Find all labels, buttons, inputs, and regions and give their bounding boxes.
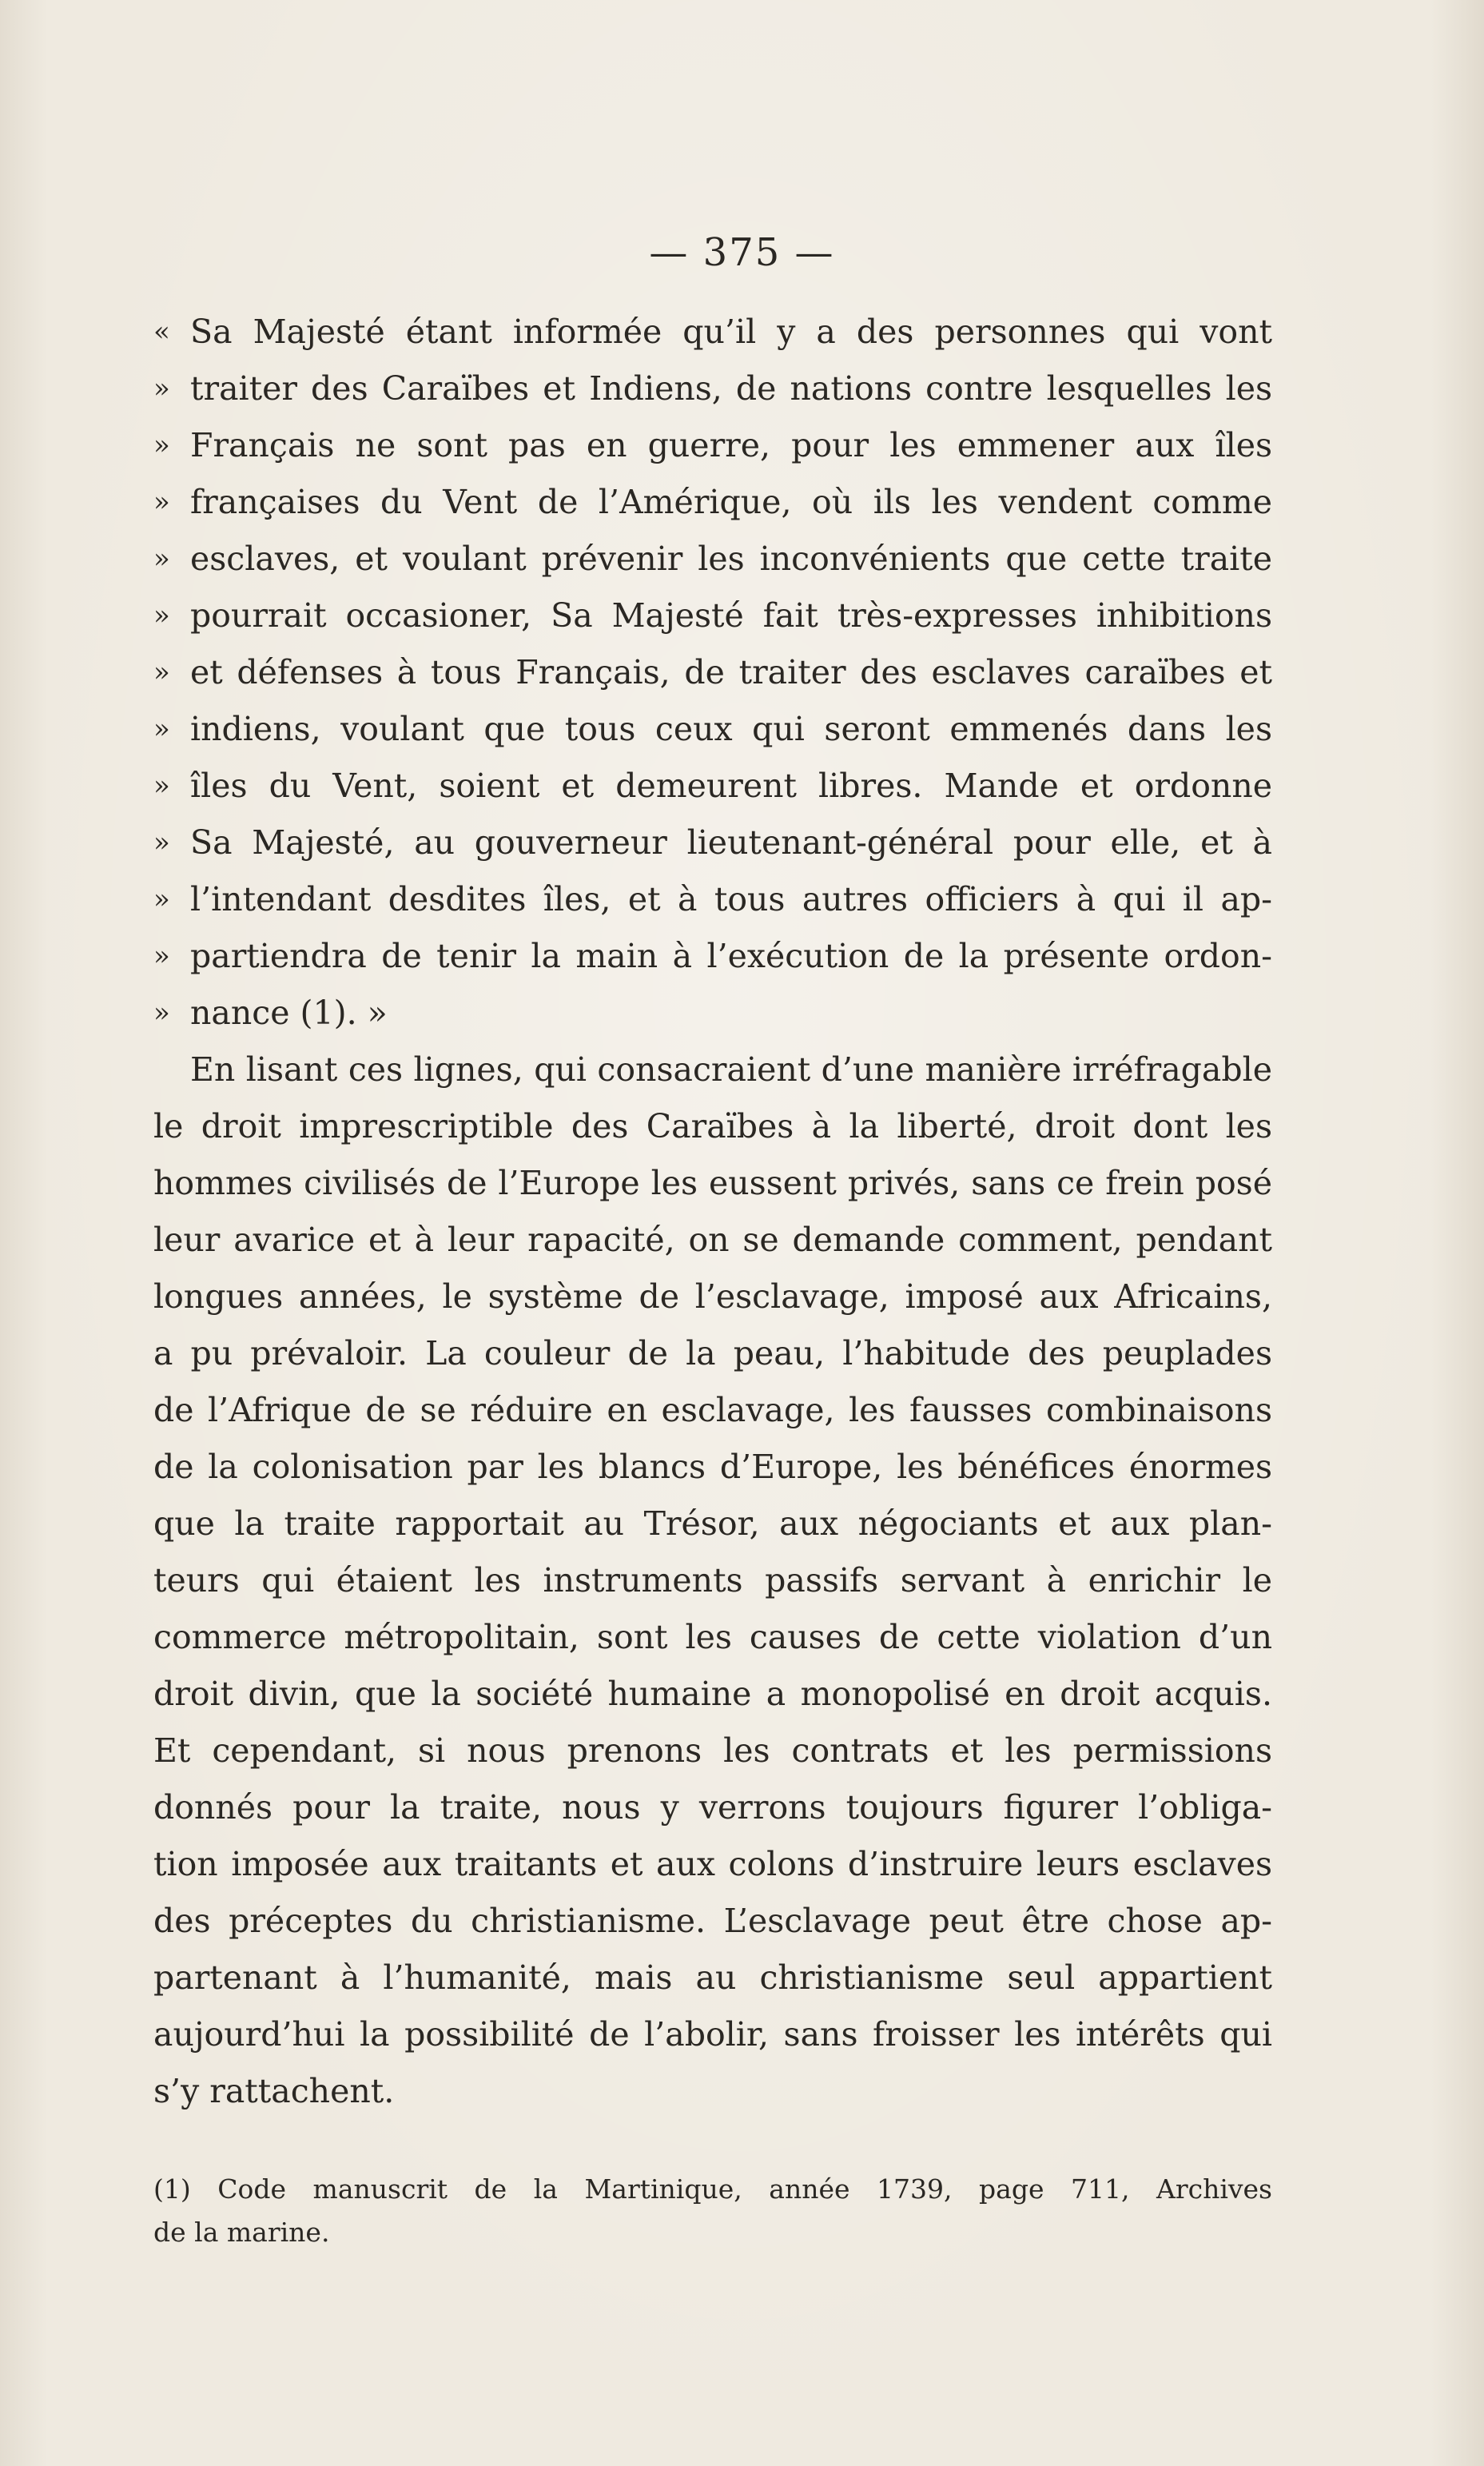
main-text <box>153 304 1272 2120</box>
quote-mark: » <box>153 997 170 1029</box>
quote-mark: » <box>153 770 170 802</box>
quote-mark: « <box>153 316 170 348</box>
body-line <box>153 1382 1272 1439</box>
body-line <box>153 1439 1272 1496</box>
body-line <box>153 2006 1272 2063</box>
body-line <box>153 1212 1272 1269</box>
quote-line <box>153 644 1272 701</box>
body-line-text: de l’Afrique de se réduire en esclavage, les fausses combinaisons <box>153 1391 1272 1429</box>
body-line <box>153 1950 1272 2006</box>
body-line-text: tion imposée aux traitants et aux colons d’instruire leurs esclaves <box>153 1845 1272 1883</box>
quote-mark: » <box>153 600 170 631</box>
body-line <box>153 1496 1272 1552</box>
footnote <box>153 2168 1272 2254</box>
quote-line-text: françaises du Vent de l’Amérique, où ils les vendent comme <box>190 483 1272 521</box>
quoted-ordinance <box>153 304 1272 1042</box>
quote-line-text: îles du Vent, soient et demeurent libres. Mande et ordonne <box>190 767 1272 805</box>
body-line-text: droit divin, que la société humaine a monopolisé en droit acquis. <box>153 1675 1272 1713</box>
quote-mark: » <box>153 372 170 404</box>
quote-line-text: esclaves, et voulant prévenir les inconvénients que cette traite <box>190 540 1272 578</box>
footnote-line: de la marine. <box>153 2217 330 2248</box>
body-line <box>153 1893 1272 1950</box>
body-line <box>153 1325 1272 1382</box>
quote-line-text: Sa Majesté, au gouverneur lieutenant-général pour elle, et à <box>190 823 1272 862</box>
quote-mark: » <box>153 429 170 461</box>
quote-line-text: et défenses à tous Français, de traiter des esclaves caraïbes et <box>190 653 1272 691</box>
body-line-text: a pu prévaloir. La couleur de la peau, l’habitude des peuplades <box>153 1334 1272 1372</box>
quote-line <box>153 928 1272 985</box>
body-line-text: de la colonisation par les blancs d’Europe, les bénéfices énormes <box>153 1448 1272 1486</box>
body-line-text: En lisant ces lignes, qui consacraient d’une manière irréfragable <box>190 1050 1272 1089</box>
body-line-text: aujourd’hui la possibilité de l’abolir, sans froisser les intérêts qui <box>153 2015 1272 2054</box>
body-line-text: partenant à l’humanité, mais au christianisme seul appartient <box>153 1958 1272 1997</box>
quote-line-text: Français ne sont pas en guerre, pour les emmener aux îles <box>190 426 1272 464</box>
quote-line <box>153 985 1272 1042</box>
quote-line <box>153 474 1272 531</box>
body-line <box>153 1836 1272 1893</box>
quote-mark: » <box>153 713 170 745</box>
quote-line <box>153 871 1272 928</box>
quote-mark: » <box>153 883 170 915</box>
body-line-text: Et cependant, si nous prenons les contrats et les permissions <box>153 1731 1272 1770</box>
body-line <box>153 1042 1272 1098</box>
quote-line <box>153 758 1272 815</box>
body-line <box>153 1155 1272 1212</box>
body-line-text: des préceptes du christianisme. L’esclavage peut être chose ap- <box>153 1902 1272 1940</box>
quote-line <box>153 361 1272 417</box>
quote-line <box>153 701 1272 758</box>
quote-line <box>153 417 1272 474</box>
body-line-text: teurs qui étaient les instruments passifs servant à enrichir le <box>153 1561 1272 1600</box>
body-line <box>153 1609 1272 1666</box>
footnote-line: (1) Code manuscrit de la Martinique, année 1739, page 711, Archives <box>153 2173 1272 2205</box>
quote-line-text: partiendra de tenir la main à l’exécution de la présente ordon- <box>190 937 1272 975</box>
body-line-text: donnés pour la traite, nous y verrons toujours figurer l’obliga- <box>153 1788 1272 1827</box>
body-line <box>153 1098 1272 1155</box>
body-line-text: commerce métropolitain, sont les causes de cette violation d’un <box>153 1618 1272 1656</box>
quote-line-text: nance (1). » <box>190 994 388 1032</box>
quote-mark: » <box>153 656 170 688</box>
body-line <box>153 1552 1272 1609</box>
body-line-text: leur avarice et à leur rapacité, on se demande comment, pendant <box>153 1221 1272 1259</box>
body-line <box>153 1723 1272 1779</box>
quote-line <box>153 531 1272 588</box>
quote-mark: » <box>153 940 170 972</box>
body-line-text: que la traite rapportait au Trésor, aux négociants et aux plan- <box>153 1504 1272 1543</box>
quote-line-text: Sa Majesté étant informée qu’il y a des personnes qui vont <box>190 313 1272 351</box>
quote-line <box>153 304 1272 361</box>
body-line-text: hommes civilisés de l’Europe les eussent privés, sans ce frein posé <box>153 1164 1272 1202</box>
quote-mark: » <box>153 543 170 575</box>
body-line <box>153 1269 1272 1325</box>
quote-mark: » <box>153 827 170 859</box>
quote-mark: » <box>153 486 170 518</box>
commentary-paragraph <box>153 1042 1272 2120</box>
body-line-text: le droit imprescriptible des Caraïbes à la liberté, droit dont les <box>153 1107 1272 1145</box>
quote-line-text: traiter des Caraïbes et Indiens, de nations contre lesquelles les <box>190 369 1272 408</box>
quote-line-text: pourrait occasioner, Sa Majesté fait très-expresses inhibitions <box>190 596 1272 635</box>
quote-line-text: l’intendant desdites îles, et à tous autres officiers à qui il ap- <box>190 880 1272 918</box>
page-number: — 375 — <box>649 230 835 275</box>
quote-line-text: indiens, voulant que tous ceux qui seront emmenés dans les <box>190 710 1272 748</box>
quote-line <box>153 588 1272 644</box>
body-line <box>153 1666 1272 1723</box>
body-line <box>153 2063 1272 2120</box>
quote-line <box>153 815 1272 871</box>
body-line-text: longues années, le système de l’esclavage, imposé aux Africains, <box>153 1277 1272 1316</box>
body-line-text: s’y rattachent. <box>153 2072 395 2110</box>
body-line <box>153 1779 1272 1836</box>
